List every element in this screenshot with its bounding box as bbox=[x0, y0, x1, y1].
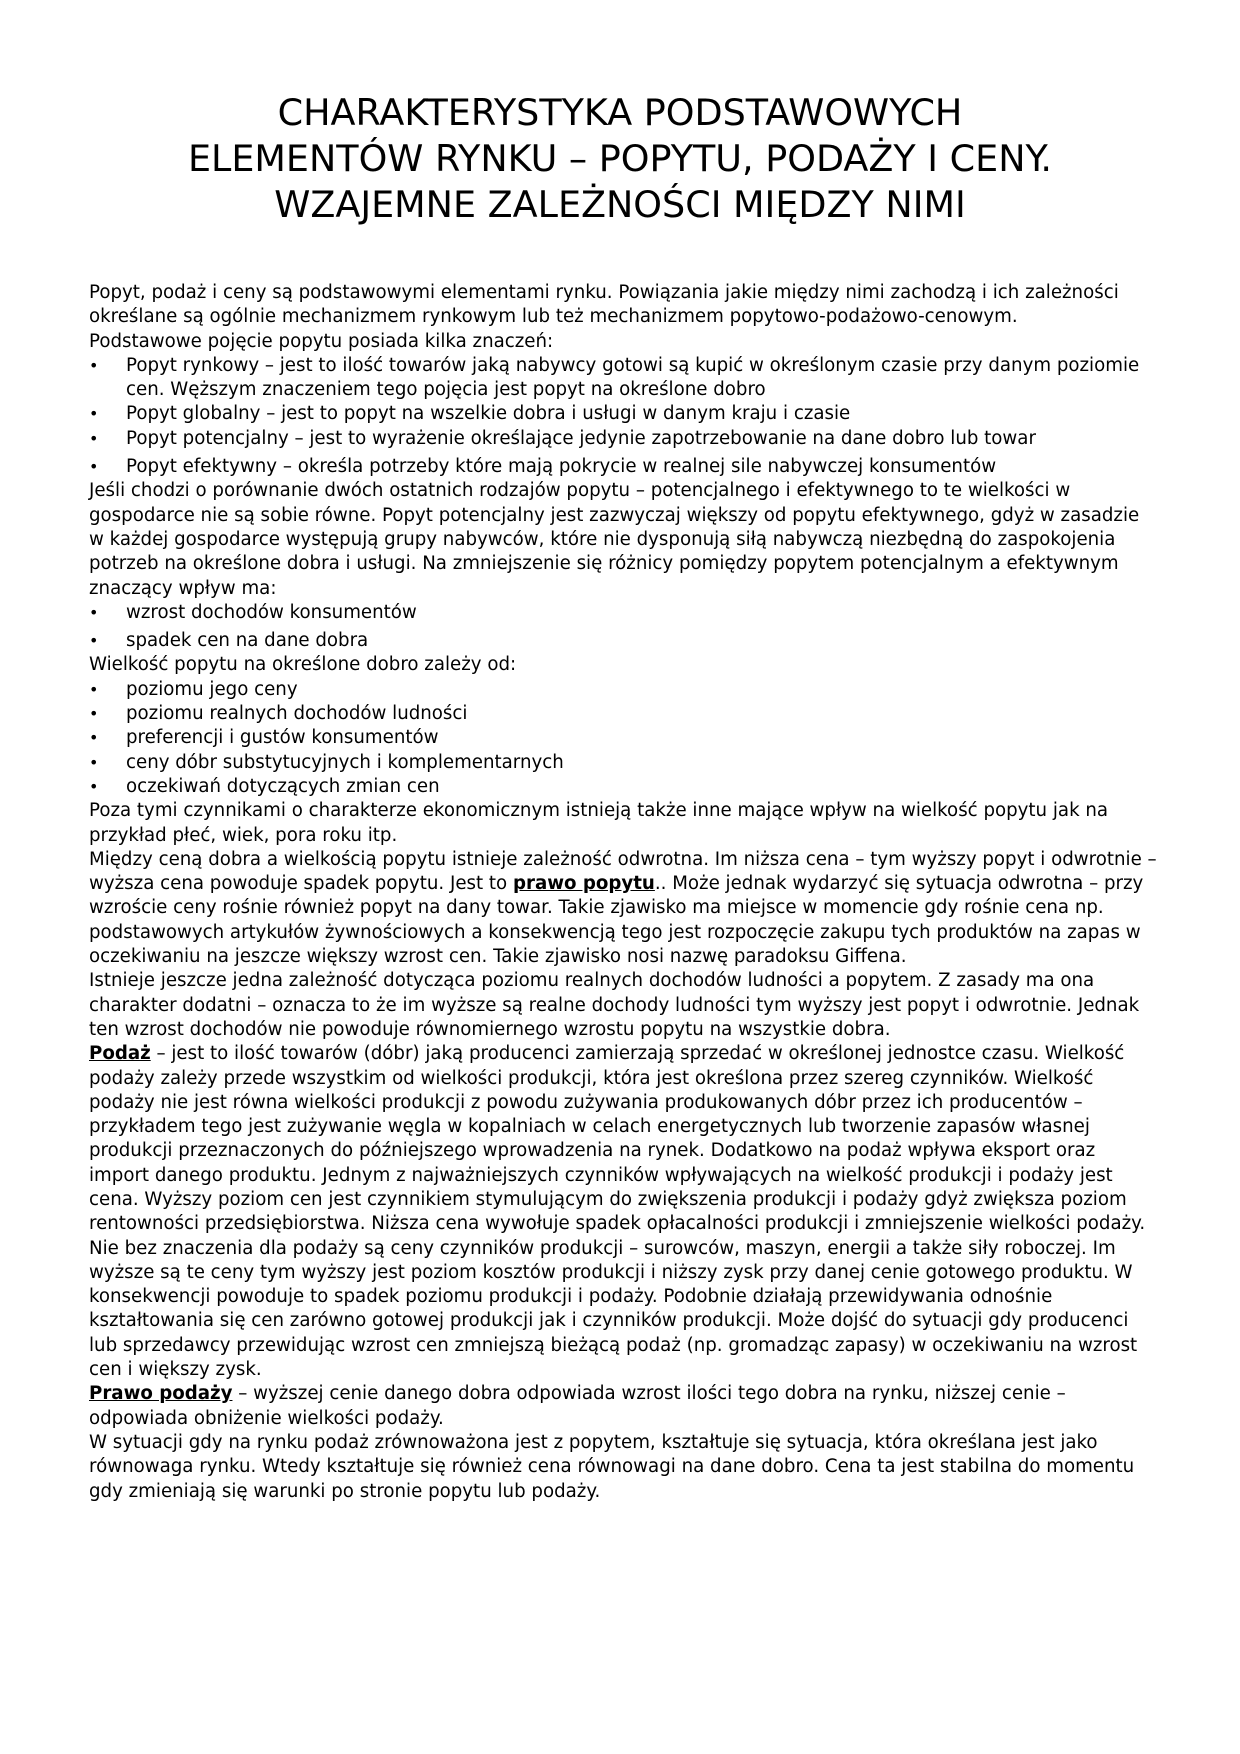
list-item: • ceny dóbr substytucyjnych i komplementarnych bbox=[89, 751, 1159, 775]
bullet-icon: • bbox=[89, 728, 99, 748]
law-of-demand-link[interactable]: prawo popytu bbox=[512, 873, 655, 895]
list-item: • poziomu jego ceny bbox=[89, 678, 1159, 702]
list-item: • Popyt globalny – jest to popyt na wszelkie dobra i usługi w danym kraju i czasie bbox=[89, 402, 1159, 426]
law-of-demand-paragraph: Między ceną dobra a wielkością popytu istnieje zależność odwrotna. Im niższa cena – tym wyższy popyt i odwrotnie – wyższa cena powoduje spadek popytu. Jest to prawo popytu.. Może jednak wydarzyć się sytuacja odwrotna – przy wzroście ceny rośnie również popyt na dany towar. Takie zjawisko ma miejsce w momencie gdy rośnie cena np. podstawowych artykułów żywnościowych a konsekwencją tego jest rozpoczęcie zakupu tych produktów na zapas w oczekiwaniu na jeszcze większy wzrost cen. Takie zjawisko nosi nazwę paradoksu Giffena. bbox=[89, 848, 1157, 968]
list-item: • oczekiwań dotyczących zmian cen bbox=[89, 775, 1159, 799]
comparison-paragraph: Jeśli chodzi o porównanie dwóch ostatnich rodzajów popytu – potencjalnego i efektywnego to te wielkości w gospodarce nie są sobie równe. Popyt potencjalny jest zazwyczaj większy od popytu efektywnego, gdyż w zasadzie w każdej gospodarce występują grupy nabywców, które nie dysponują siłą nabywczą niezbędną do zaspokojenia potrzeb na określone dobra i usługi. Na zmniejszenie się różnicy pomiędzy popytem potencjalnym a efektywnym znaczący wpływ ma: bbox=[89, 480, 1140, 599]
bullet-icon: • bbox=[89, 631, 99, 651]
bullet-icon: • bbox=[89, 428, 99, 448]
bullet-icon: • bbox=[89, 679, 99, 699]
bullet-icon: • bbox=[89, 355, 99, 375]
bullet-icon: • bbox=[89, 776, 99, 796]
title-line-1: CHARAKTERYSTYKA PODSTAWOWYCH bbox=[277, 91, 963, 134]
law-of-supply-paragraph: Prawo podaży – wyższej cenie danego dobra odpowiada wzrost ilości tego dobra na rynku, niższej cenie – odpowiada obniżenie wielkości podaży. bbox=[89, 1383, 1066, 1429]
list-item: • poziomu realnych dochodów ludności bbox=[89, 702, 1159, 726]
other-factors-paragraph: Poza tymi czynnikami o charakterze ekonomicznym istnieją także inne mające wpływ na wielkość popytu jak na przykład płeć, wiek, pora roku itp. bbox=[89, 800, 1109, 846]
list-item: • preferencji i gustów konsumentów bbox=[89, 726, 1159, 750]
intro-paragraph: Popyt, podaż i ceny są podstawowymi elementami rynku. Powiązania jakie między nimi zachodzą i ich zależności określane są ogólnie mechanizmem rynkowym lub też mechanizmem popytowo-podażowo-cenowym. bbox=[89, 282, 1119, 328]
depends-intro: Wielkość popytu na określone dobro zależy od: bbox=[89, 654, 517, 676]
equilibrium-paragraph: W sytuacji gdy na rynku podaż zrównoważona jest z popytem, kształtuje się sytuacja, która określana jest jako równowaga rynku. Wtedy kształtuje się również cena równowagi na dane dobro. Cena ta jest stabilna do momentu gdy zmieniają się warunki po stronie popytu lub podaży. bbox=[89, 1431, 1135, 1502]
list-item: • Popyt potencjalny – jest to wyrażenie określające jedynie zapotrzebowanie na dane dobro lub towar bbox=[89, 427, 1159, 451]
difference-factors-list bbox=[89, 601, 1159, 654]
bullet-icon: • bbox=[89, 404, 99, 424]
supply-link[interactable]: Podaż bbox=[89, 1043, 151, 1065]
depends-factors-list bbox=[89, 678, 1159, 799]
bullet-icon: • bbox=[89, 457, 99, 477]
supply-paragraph: Podaż – jest to ilość towarów (dóbr) jaką producenci zamierzają sprzedać w określonej jednostce czasu. Wielkość podaży zależy przede wszystkim od wielkości produkcji, która jest określona przez szereg czynników. Wielkość podaży nie jest równa wielkości produkcji z powodu zużywania produkowanych dóbr przez ich producentów – przykładem tego jest zużywanie węgla w kopalniach w celach energetycznych lub tworzenie zapasów własnej produkcji przeznaczonych do późniejszego wprowadzenia na rynek. Dodatkowo na podaż wpływa eksport oraz import danego produktu. Jednym z najważniejszych czynników wpływających na wielkość produkcji i podaży jest cena. Wyższy poziom cen jest czynnikiem stymulującym do zwiększenia produkcji i podaży gdyż zwiększa poziom rentowności przedsiębiorstwa. Niższa cena wywołuje spadek opłacalności produkcji i zmniejszenie wielkości podaży. Nie bez znaczenia dla podaży są ceny czynników produkcji – surowców, maszyn, energii a także siły roboczej. Im wyższe są te ceny tym wyższy jest poziom kosztów produkcji i niższy zysk przy danej cenie gotowego produktu. W konsekwencji powoduje to spadek poziomu produkcji i podaży. Podobnie działają przewidywania odnośnie kształtowania się cen zarówno gotowej produkcji jak i czynników produkcji. Może dojść do sytuacji gdy producenci lub sprzedawcy przewidując wzrost cen zmniejszą bieżącą podaż (np. gromadząc zapasy) w oczekiwaniu na wzrost cen i większy zysk. bbox=[89, 1043, 1146, 1381]
list-item: • spadek cen na dane dobra bbox=[89, 629, 1159, 653]
title-line-2: ELEMENTÓW RYNKU – POPYTU, PODAŻY I CENY. bbox=[187, 137, 1053, 180]
bullet-icon: • bbox=[89, 602, 99, 622]
demand-types-list bbox=[89, 354, 1159, 479]
list-item: • Popyt efektywny – określa potrzeby które mają pokrycie w realnej sile nabywczej konsumentów bbox=[89, 455, 1159, 479]
bullet-icon: • bbox=[89, 704, 99, 724]
list-item: • wzrost dochodów konsumentów bbox=[89, 601, 1159, 625]
income-relation-paragraph: Istnieje jeszcze jedna zależność dotycząca poziomu realnych dochodów ludności a popytem. Z zasady ma ona charakter dodatni – oznacza to że im wyższe są realne dochody ludności tym wyższy jest popyt i odwrotnie. Jednak ten wzrost dochodów nie powoduje równomiernego wzrostu popytu na wszystkie dobra. bbox=[89, 970, 1140, 1040]
law-of-supply-link[interactable]: Prawo podaży bbox=[89, 1383, 233, 1405]
demand-meanings-intro: Podstawowe pojęcie popytu posiada kilka znaczeń: bbox=[89, 330, 554, 352]
list-item: • Popyt rynkowy – jest to ilość towarów jaką nabywcy gotowi są kupić w określonym czasie przy danym poziomie cen. Węższym znaczeniem tego pojęcia jest popyt na określone dobro bbox=[89, 354, 1140, 401]
document-title bbox=[80, 90, 1160, 228]
document-body bbox=[89, 281, 1159, 1504]
bullet-icon: • bbox=[89, 752, 99, 772]
title-line-3: WZAJEMNE ZALEŻNOŚCI MIĘDZY NIMI bbox=[274, 183, 966, 226]
